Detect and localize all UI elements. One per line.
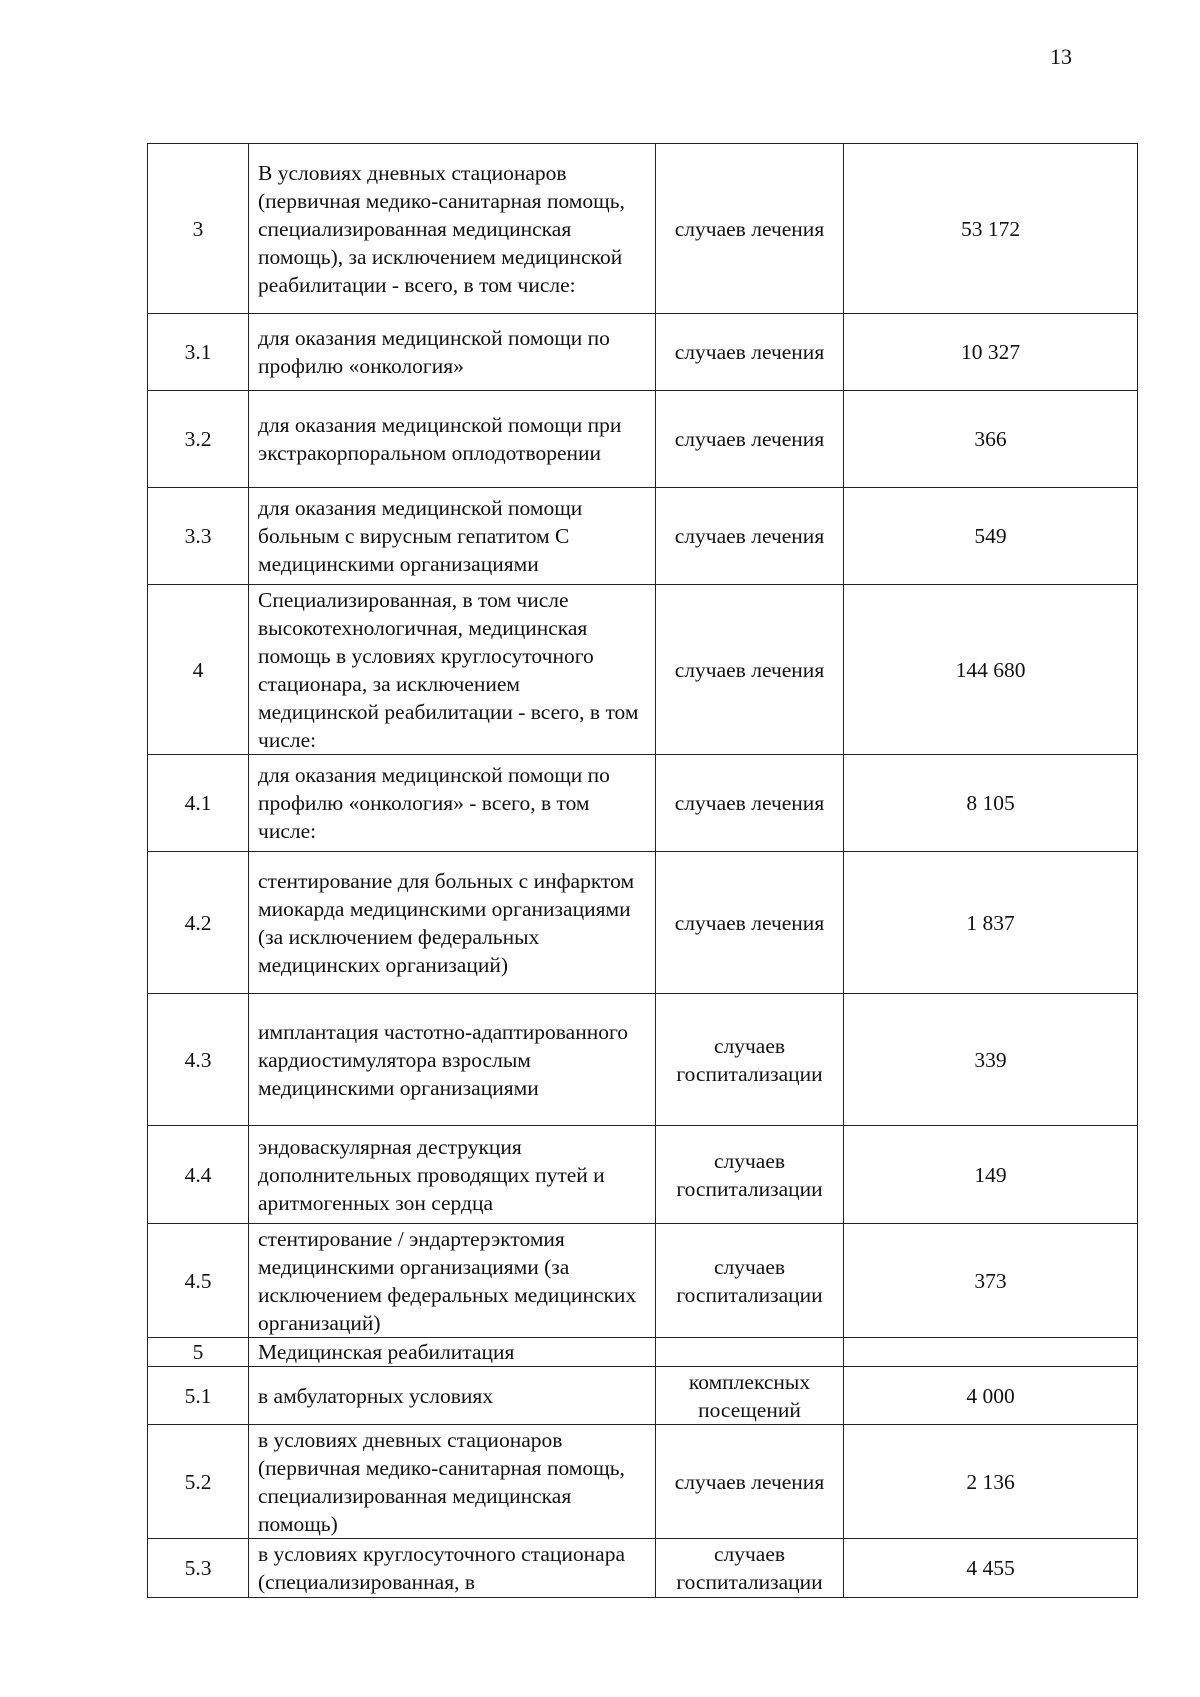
row-unit: случаев лечения: [656, 314, 844, 391]
row-value: 339: [844, 994, 1138, 1126]
row-description: В условиях дневных стационаров (первичная медико-санитарная помощь, специализированная медицинская помощь), за исключением медицинской реабилитации - всего, в том числе:: [249, 144, 656, 314]
row-unit: случаев лечения: [656, 391, 844, 488]
row-value: 10 327: [844, 314, 1138, 391]
table-row: [148, 488, 1138, 585]
allocation-table: [147, 143, 1138, 1598]
row-description: для оказания медицинской помощи по профилю «онкология»: [249, 314, 656, 391]
row-number: 3: [148, 144, 249, 314]
row-value: 144 680: [844, 585, 1138, 755]
row-value: 549: [844, 488, 1138, 585]
row-unit: случаев лечения: [656, 852, 844, 994]
row-number: 4.4: [148, 1126, 249, 1224]
table-row: [148, 144, 1138, 314]
row-unit: комплексных посещений: [656, 1367, 844, 1425]
row-value: 1 837: [844, 852, 1138, 994]
row-unit: случаев госпитализации: [656, 1539, 844, 1598]
row-number: 3.2: [148, 391, 249, 488]
row-unit: [656, 1338, 844, 1367]
row-unit: случаев лечения: [656, 585, 844, 755]
table-row: [148, 1367, 1138, 1425]
row-unit: случаев госпитализации: [656, 994, 844, 1126]
row-value: [844, 1338, 1138, 1367]
row-number: 5.1: [148, 1367, 249, 1425]
page-number: 13: [1050, 44, 1072, 69]
row-unit: случаев лечения: [656, 1425, 844, 1539]
table-row: [148, 314, 1138, 391]
table-row: [148, 1338, 1138, 1367]
row-description: имплантация частотно-адаптированного кардиостимулятора взрослым медицинскими организациями: [249, 994, 656, 1126]
row-number: 5: [148, 1338, 249, 1367]
row-value: 4 455: [844, 1539, 1138, 1598]
row-unit: случаев лечения: [656, 488, 844, 585]
row-description: эндоваскулярная деструкция дополнительных проводящих путей и аритмогенных зон сердца: [249, 1126, 656, 1224]
row-description: Медицинская реабилитация: [249, 1338, 656, 1367]
row-description: в условиях дневных стационаров (первичная медико-санитарная помощь, специализированная медицинская помощь): [249, 1425, 656, 1539]
table-row: [148, 755, 1138, 852]
row-number: 4.1: [148, 755, 249, 852]
row-unit: случаев госпитализации: [656, 1224, 844, 1338]
table-row: [148, 1539, 1138, 1598]
table-row: [148, 585, 1138, 755]
row-value: 4 000: [844, 1367, 1138, 1425]
row-value: 149: [844, 1126, 1138, 1224]
row-value: 373: [844, 1224, 1138, 1338]
row-value: 366: [844, 391, 1138, 488]
row-number: 5.3: [148, 1539, 249, 1598]
row-unit: случаев лечения: [656, 144, 844, 314]
row-unit: случаев госпитализации: [656, 1126, 844, 1224]
row-description: для оказания медицинской помощи по профилю «онкология» - всего, в том числе:: [249, 755, 656, 852]
row-number: 4.3: [148, 994, 249, 1126]
row-unit: случаев лечения: [656, 755, 844, 852]
row-value: 2 136: [844, 1425, 1138, 1539]
row-number: 4: [148, 585, 249, 755]
table-row: [148, 1425, 1138, 1539]
row-value: 53 172: [844, 144, 1138, 314]
row-value: 8 105: [844, 755, 1138, 852]
table-body: [148, 144, 1138, 1598]
row-description: для оказания медицинской помощи больным с вирусным гепатитом С медицинскими организациями: [249, 488, 656, 585]
row-number: 4.5: [148, 1224, 249, 1338]
row-description: в амбулаторных условиях: [249, 1367, 656, 1425]
row-description: в условиях круглосуточного стационара (специализированная, в: [249, 1539, 656, 1598]
table-row: [148, 391, 1138, 488]
row-description: стентирование для больных с инфарктом миокарда медицинскими организациями (за исключением федеральных медицинских организаций): [249, 852, 656, 994]
row-number: 4.2: [148, 852, 249, 994]
table-row: [148, 1126, 1138, 1224]
table-row: [148, 852, 1138, 994]
row-number: 3.3: [148, 488, 249, 585]
row-description: стентирование / эндартерэктомия медицинскими организациями (за исключением федеральных медицинских организаций): [249, 1224, 656, 1338]
row-number: 5.2: [148, 1425, 249, 1539]
row-description: для оказания медицинской помощи при экстракорпоральном оплодотворении: [249, 391, 656, 488]
row-description: Специализированная, в том числе высокотехнологичная, медицинская помощь в условиях круглосуточного стационара, за исключением медицинской реабилитации - всего, в том числе:: [249, 585, 656, 755]
row-number: 3.1: [148, 314, 249, 391]
table-row: [148, 994, 1138, 1126]
table-row: [148, 1224, 1138, 1338]
